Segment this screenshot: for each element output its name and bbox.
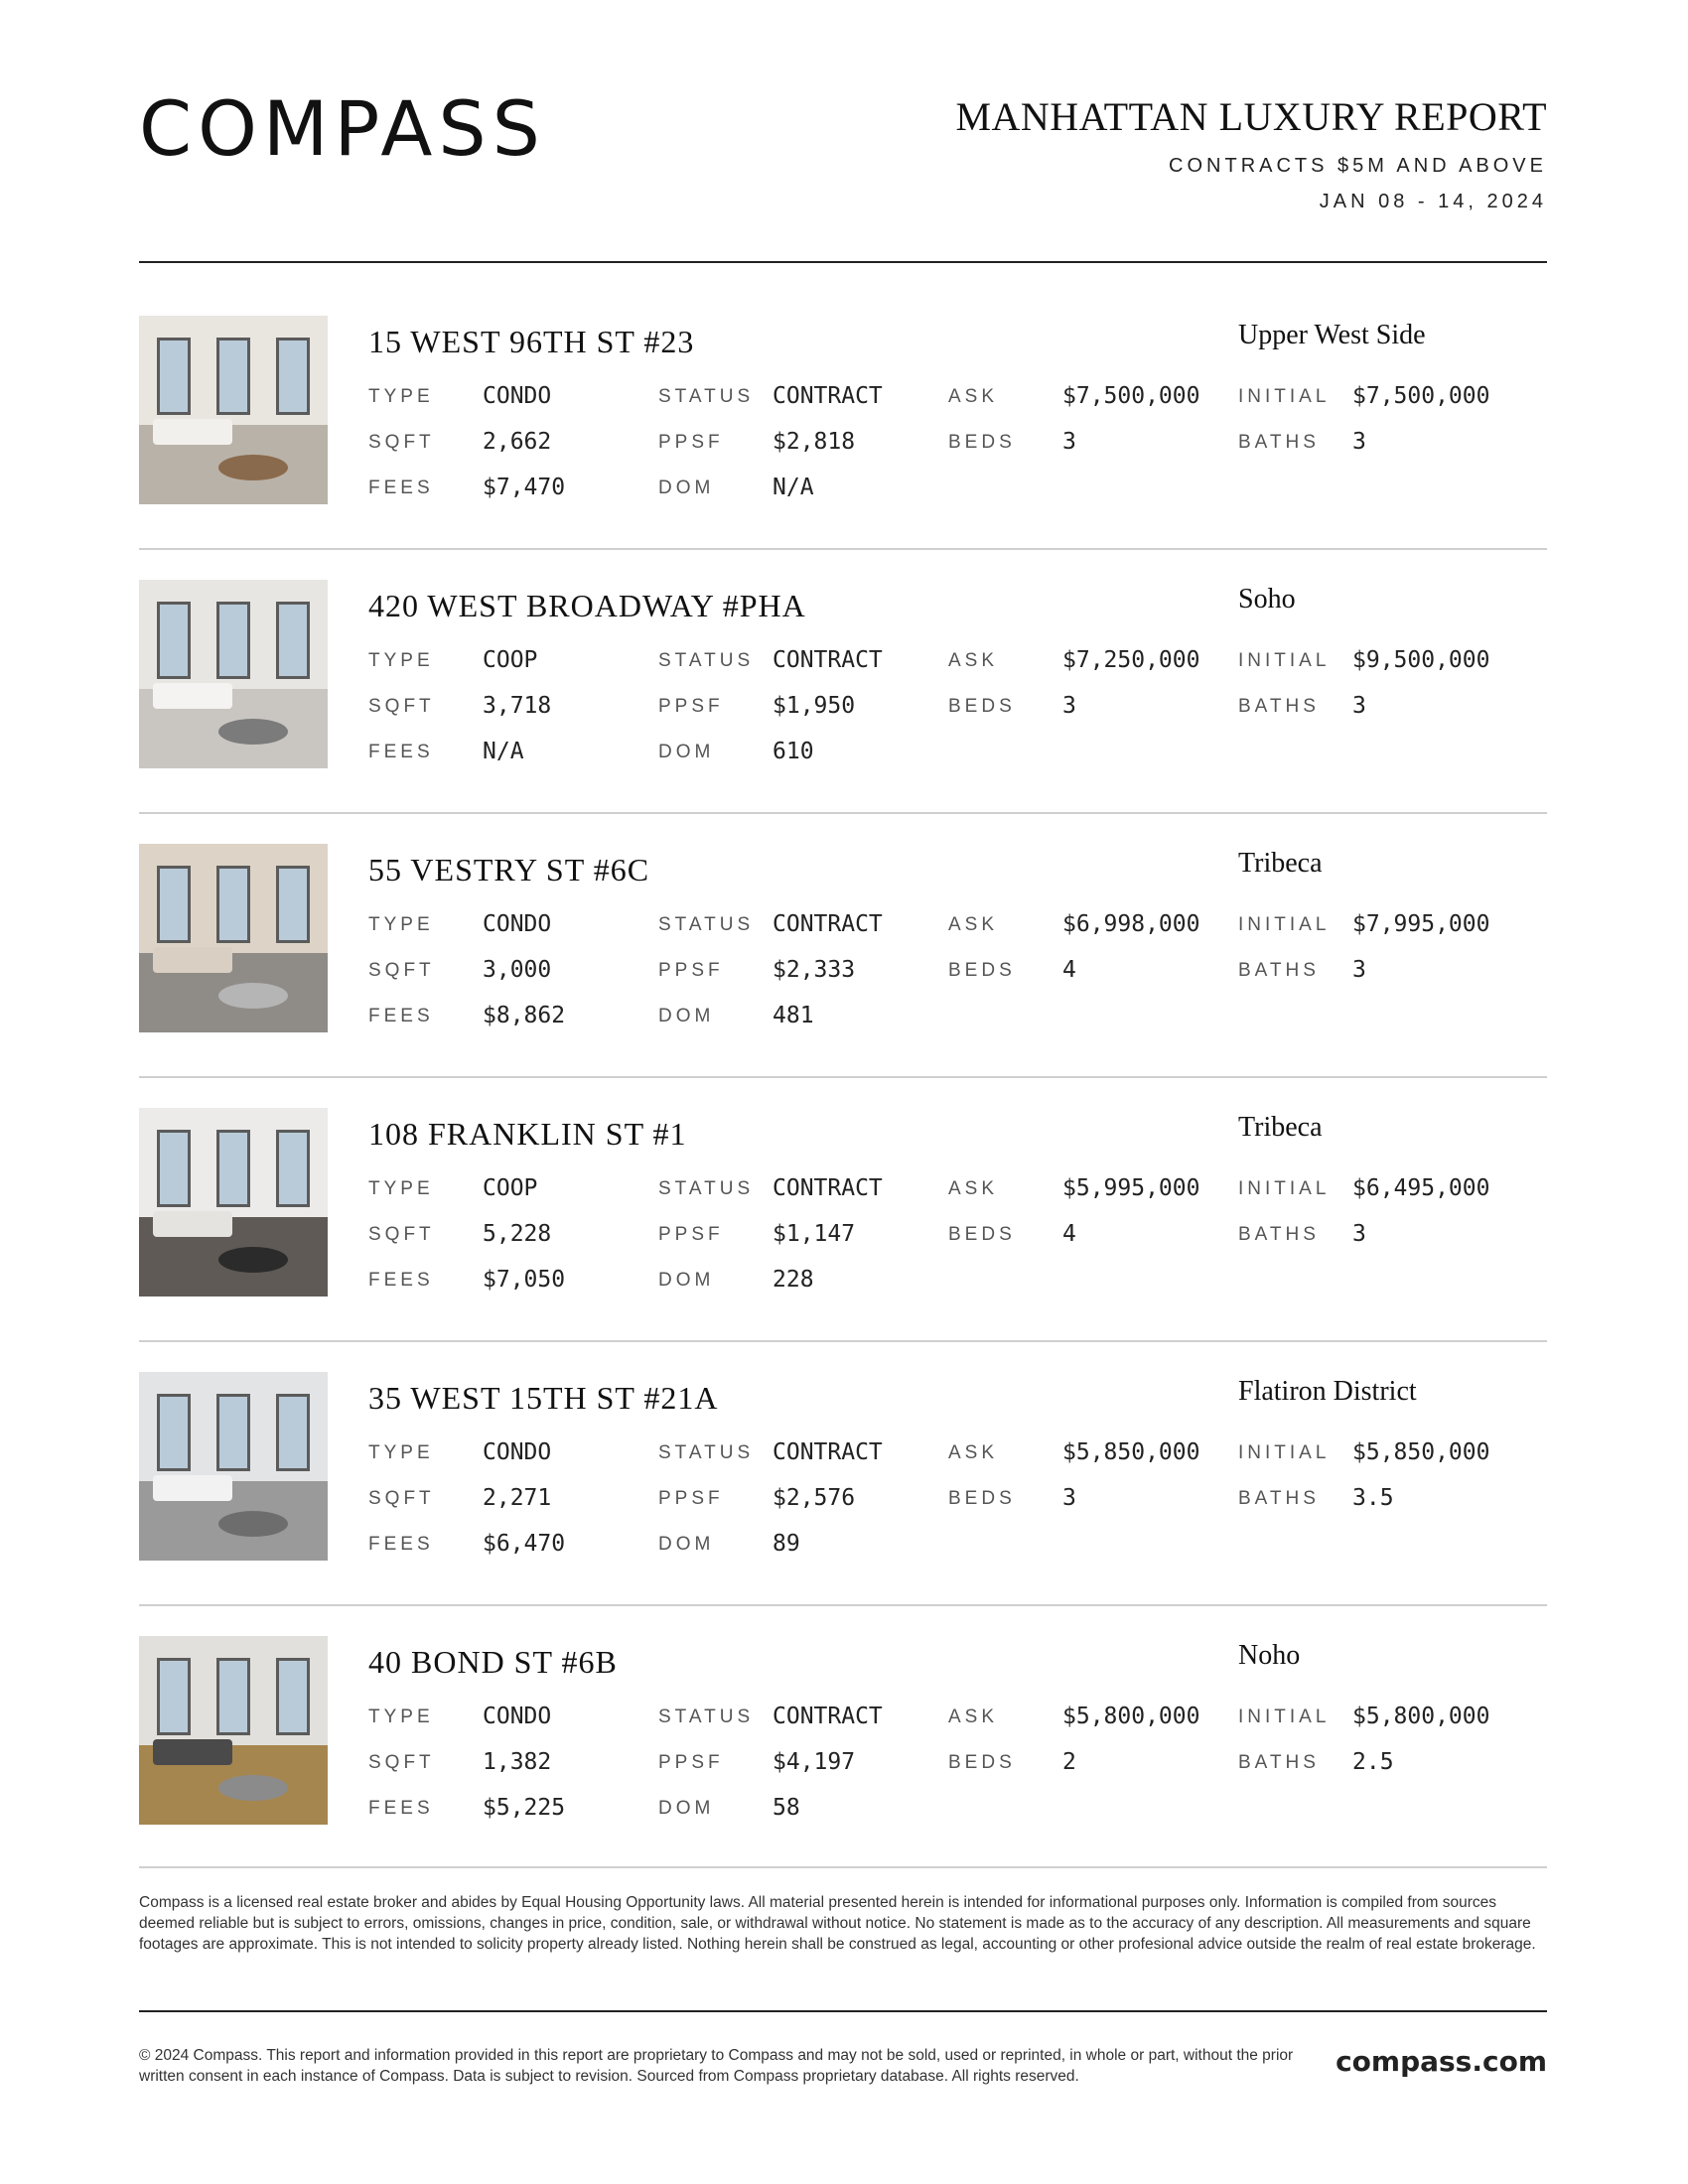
- baths-value: 3.5: [1352, 1485, 1394, 1511]
- ask-label: ASK: [948, 1706, 999, 1727]
- initial-value: $9,500,000: [1352, 647, 1490, 673]
- photo-window: [157, 1130, 191, 1207]
- status-value: CONTRACT: [773, 383, 883, 409]
- photo-window: [276, 1394, 310, 1471]
- photo-sofa: [153, 1475, 232, 1501]
- sqft-value: 3,000: [483, 957, 552, 983]
- dom-value: 610: [773, 739, 814, 764]
- sqft-value: 5,228: [483, 1221, 552, 1247]
- photo-table: [218, 1511, 288, 1537]
- initial-label: INITIAL: [1238, 1706, 1331, 1727]
- photo-window: [216, 1130, 250, 1207]
- photo-table: [218, 719, 288, 745]
- listing-photo[interactable]: [139, 1372, 328, 1561]
- listing-photo[interactable]: [139, 1108, 328, 1297]
- baths-value: 3: [1352, 957, 1366, 983]
- beds-label: BEDS: [948, 1752, 1016, 1773]
- beds-label: BEDS: [948, 960, 1016, 981]
- ask-label: ASK: [948, 650, 999, 671]
- listing-address[interactable]: 108 FRANKLIN ST #1: [368, 1116, 687, 1152]
- ppsf-value: $1,147: [773, 1221, 856, 1247]
- sqft-label: SQFT: [368, 696, 435, 717]
- photo-sofa: [153, 1739, 232, 1765]
- status-label: STATUS: [658, 1178, 755, 1199]
- photo-window: [157, 1394, 191, 1471]
- website-link[interactable]: compass.com: [1336, 2045, 1547, 2078]
- ask-value: $5,850,000: [1062, 1439, 1200, 1465]
- fees-value: $6,470: [483, 1531, 566, 1557]
- listing-photo[interactable]: [139, 1636, 328, 1825]
- fees-value: $7,050: [483, 1267, 566, 1293]
- type-value: COOP: [483, 647, 538, 673]
- initial-label: INITIAL: [1238, 386, 1331, 407]
- photo-window: [157, 1658, 191, 1735]
- dom-value: 58: [773, 1795, 800, 1821]
- listing-neighborhood: Noho: [1238, 1640, 1301, 1671]
- baths-label: BATHS: [1238, 1224, 1320, 1245]
- photo-table: [218, 983, 288, 1009]
- ask-label: ASK: [948, 1178, 999, 1199]
- header-divider: [139, 261, 1547, 263]
- photo-table: [218, 455, 288, 480]
- listing-photo[interactable]: [139, 580, 328, 768]
- type-label: TYPE: [368, 1706, 434, 1727]
- baths-label: BATHS: [1238, 1752, 1320, 1773]
- initial-label: INITIAL: [1238, 650, 1331, 671]
- listing-row[interactable]: [139, 1108, 1547, 1297]
- ask-value: $7,500,000: [1062, 383, 1200, 409]
- status-value: CONTRACT: [773, 1175, 883, 1201]
- status-value: CONTRACT: [773, 911, 883, 937]
- photo-sofa: [153, 947, 232, 973]
- listing-address[interactable]: 40 BOND ST #6B: [368, 1644, 618, 1680]
- initial-value: $6,495,000: [1352, 1175, 1490, 1201]
- beds-label: BEDS: [948, 1488, 1016, 1509]
- status-value: CONTRACT: [773, 1439, 883, 1465]
- ask-label: ASK: [948, 1442, 999, 1463]
- beds-value: 4: [1062, 1221, 1076, 1247]
- listing-row[interactable]: [139, 316, 1547, 504]
- status-label: STATUS: [658, 650, 755, 671]
- photo-window: [276, 338, 310, 415]
- fees-label: FEES: [368, 1534, 434, 1555]
- type-value: CONDO: [483, 1439, 552, 1465]
- ask-label: ASK: [948, 914, 999, 935]
- photo-sofa: [153, 419, 232, 445]
- ppsf-label: PPSF: [658, 1752, 724, 1773]
- listing-address[interactable]: 55 VESTRY ST #6C: [368, 852, 650, 887]
- dom-value: 89: [773, 1531, 800, 1557]
- status-label: STATUS: [658, 914, 755, 935]
- sqft-label: SQFT: [368, 960, 435, 981]
- compass-logo: COMPASS: [139, 84, 546, 173]
- sqft-label: SQFT: [368, 1752, 435, 1773]
- ask-label: ASK: [948, 386, 999, 407]
- report-title: MANHATTAN LUXURY REPORT: [955, 94, 1547, 139]
- dom-value: 481: [773, 1003, 814, 1028]
- listing-divider: [139, 1340, 1547, 1342]
- type-value: CONDO: [483, 1704, 552, 1729]
- photo-window: [276, 1658, 310, 1735]
- initial-label: INITIAL: [1238, 914, 1331, 935]
- dom-value: 228: [773, 1267, 814, 1293]
- beds-label: BEDS: [948, 1224, 1016, 1245]
- status-label: STATUS: [658, 386, 755, 407]
- baths-value: 3: [1352, 1221, 1366, 1247]
- photo-window: [276, 602, 310, 679]
- baths-label: BATHS: [1238, 432, 1320, 453]
- report-date-range: JAN 08 - 14, 2024: [1319, 191, 1547, 212]
- baths-value: 2.5: [1352, 1749, 1394, 1775]
- ppsf-value: $2,333: [773, 957, 856, 983]
- initial-label: INITIAL: [1238, 1178, 1331, 1199]
- photo-window: [157, 602, 191, 679]
- photo-sofa: [153, 683, 232, 709]
- photo-window: [216, 602, 250, 679]
- type-value: CONDO: [483, 911, 552, 937]
- ppsf-value: $2,818: [773, 429, 856, 455]
- disclaimer-text: Compass is a licensed real estate broker and abides by Equal Housing Opportunity laws. All material presented herein is intended for informational purposes only. Information is compiled from sources deemed reliable but is subject to errors, omissions, changes in price, condition, sale, or withdrawal without notice. No statement is made as to the accuracy of any description. All measurements and square footages are approximate. This is not intended to solicity property already listed. Nothing herein shall be construed as legal, accounting or other profesional advice outside the realm of real estate brokerage.: [139, 1894, 1536, 1953]
- baths-value: 3: [1352, 429, 1366, 455]
- sqft-label: SQFT: [368, 432, 435, 453]
- ppsf-label: PPSF: [658, 960, 724, 981]
- type-label: TYPE: [368, 1178, 434, 1199]
- type-label: TYPE: [368, 386, 434, 407]
- listing-neighborhood: Upper West Side: [1238, 320, 1426, 350]
- initial-value: $7,500,000: [1352, 383, 1490, 409]
- sqft-value: 2,271: [483, 1485, 552, 1511]
- ask-value: $7,250,000: [1062, 647, 1200, 673]
- report-subtitle: CONTRACTS $5M AND ABOVE: [1169, 155, 1547, 177]
- dom-label: DOM: [658, 742, 715, 762]
- photo-window: [216, 866, 250, 943]
- type-value: COOP: [483, 1175, 538, 1201]
- type-label: TYPE: [368, 914, 434, 935]
- listing-neighborhood: Tribeca: [1238, 848, 1323, 879]
- dom-label: DOM: [658, 1798, 715, 1819]
- listing-neighborhood: Tribeca: [1238, 1112, 1323, 1143]
- beds-value: 2: [1062, 1749, 1076, 1775]
- listing-divider: [139, 812, 1547, 814]
- ppsf-value: $2,576: [773, 1485, 856, 1511]
- status-label: STATUS: [658, 1706, 755, 1727]
- photo-sofa: [153, 1211, 232, 1237]
- type-value: CONDO: [483, 383, 552, 409]
- photo-table: [218, 1247, 288, 1273]
- listing-divider: [139, 1866, 1547, 1868]
- beds-value: 3: [1062, 1485, 1076, 1511]
- fees-value: N/A: [483, 739, 524, 764]
- dom-label: DOM: [658, 478, 715, 498]
- photo-table: [218, 1775, 288, 1801]
- listing-neighborhood: Flatiron District: [1238, 1376, 1417, 1407]
- fees-label: FEES: [368, 1006, 434, 1026]
- fees-label: FEES: [368, 742, 434, 762]
- initial-value: $5,850,000: [1352, 1439, 1490, 1465]
- ppsf-label: PPSF: [658, 696, 724, 717]
- dom-label: DOM: [658, 1006, 715, 1026]
- photo-window: [216, 338, 250, 415]
- fees-value: $5,225: [483, 1795, 566, 1821]
- listing-row[interactable]: [139, 844, 1547, 1032]
- listing-divider: [139, 1076, 1547, 1078]
- ask-value: $6,998,000: [1062, 911, 1200, 937]
- initial-value: $5,800,000: [1352, 1704, 1490, 1729]
- listing-address[interactable]: 420 WEST BROADWAY #PHA: [368, 588, 806, 623]
- ppsf-label: PPSF: [658, 432, 724, 453]
- listing-address[interactable]: 15 WEST 96TH ST #23: [368, 324, 695, 359]
- fees-value: $8,862: [483, 1003, 566, 1028]
- ppsf-label: PPSF: [658, 1488, 724, 1509]
- listing-divider: [139, 548, 1547, 550]
- sqft-value: 1,382: [483, 1749, 552, 1775]
- listing-address[interactable]: 35 WEST 15TH ST #21A: [368, 1380, 719, 1416]
- sqft-value: 3,718: [483, 693, 552, 719]
- ppsf-label: PPSF: [658, 1224, 724, 1245]
- fees-value: $7,470: [483, 475, 566, 500]
- type-label: TYPE: [368, 650, 434, 671]
- initial-value: $7,995,000: [1352, 911, 1490, 937]
- beds-label: BEDS: [948, 432, 1016, 453]
- initial-label: INITIAL: [1238, 1442, 1331, 1463]
- dom-value: N/A: [773, 475, 814, 500]
- listing-row[interactable]: [139, 1636, 1547, 1825]
- fees-label: FEES: [368, 1270, 434, 1291]
- photo-window: [157, 338, 191, 415]
- photo-window: [216, 1394, 250, 1471]
- listing-row[interactable]: [139, 580, 1547, 768]
- beds-label: BEDS: [948, 696, 1016, 717]
- beds-value: 3: [1062, 429, 1076, 455]
- status-label: STATUS: [658, 1442, 755, 1463]
- fees-label: FEES: [368, 1798, 434, 1819]
- ask-value: $5,995,000: [1062, 1175, 1200, 1201]
- ppsf-value: $1,950: [773, 693, 856, 719]
- photo-window: [157, 866, 191, 943]
- sqft-label: SQFT: [368, 1488, 435, 1509]
- listing-neighborhood: Soho: [1238, 584, 1296, 614]
- photo-window: [276, 1130, 310, 1207]
- listing-photo[interactable]: [139, 316, 328, 504]
- dom-label: DOM: [658, 1534, 715, 1555]
- listing-photo[interactable]: [139, 844, 328, 1032]
- beds-value: 3: [1062, 693, 1076, 719]
- status-value: CONTRACT: [773, 647, 883, 673]
- photo-window: [276, 866, 310, 943]
- fees-label: FEES: [368, 478, 434, 498]
- beds-value: 4: [1062, 957, 1076, 983]
- ppsf-value: $4,197: [773, 1749, 856, 1775]
- baths-label: BATHS: [1238, 696, 1320, 717]
- sqft-value: 2,662: [483, 429, 552, 455]
- listing-divider: [139, 1604, 1547, 1606]
- baths-label: BATHS: [1238, 960, 1320, 981]
- footer-divider: [139, 2010, 1547, 2012]
- baths-label: BATHS: [1238, 1488, 1320, 1509]
- dom-label: DOM: [658, 1270, 715, 1291]
- listing-row[interactable]: [139, 1372, 1547, 1561]
- sqft-label: SQFT: [368, 1224, 435, 1245]
- ask-value: $5,800,000: [1062, 1704, 1200, 1729]
- type-label: TYPE: [368, 1442, 434, 1463]
- copyright-text: © 2024 Compass. This report and information provided in this report are proprietary to Compass and may not be sold, used or reprinted, in whole or part, without the prior written consent in each instance of Compass. Data is subject to revision. Sourced from Compass proprietary database. All rights reserved.: [139, 2047, 1294, 2085]
- baths-value: 3: [1352, 693, 1366, 719]
- status-value: CONTRACT: [773, 1704, 883, 1729]
- photo-window: [216, 1658, 250, 1735]
